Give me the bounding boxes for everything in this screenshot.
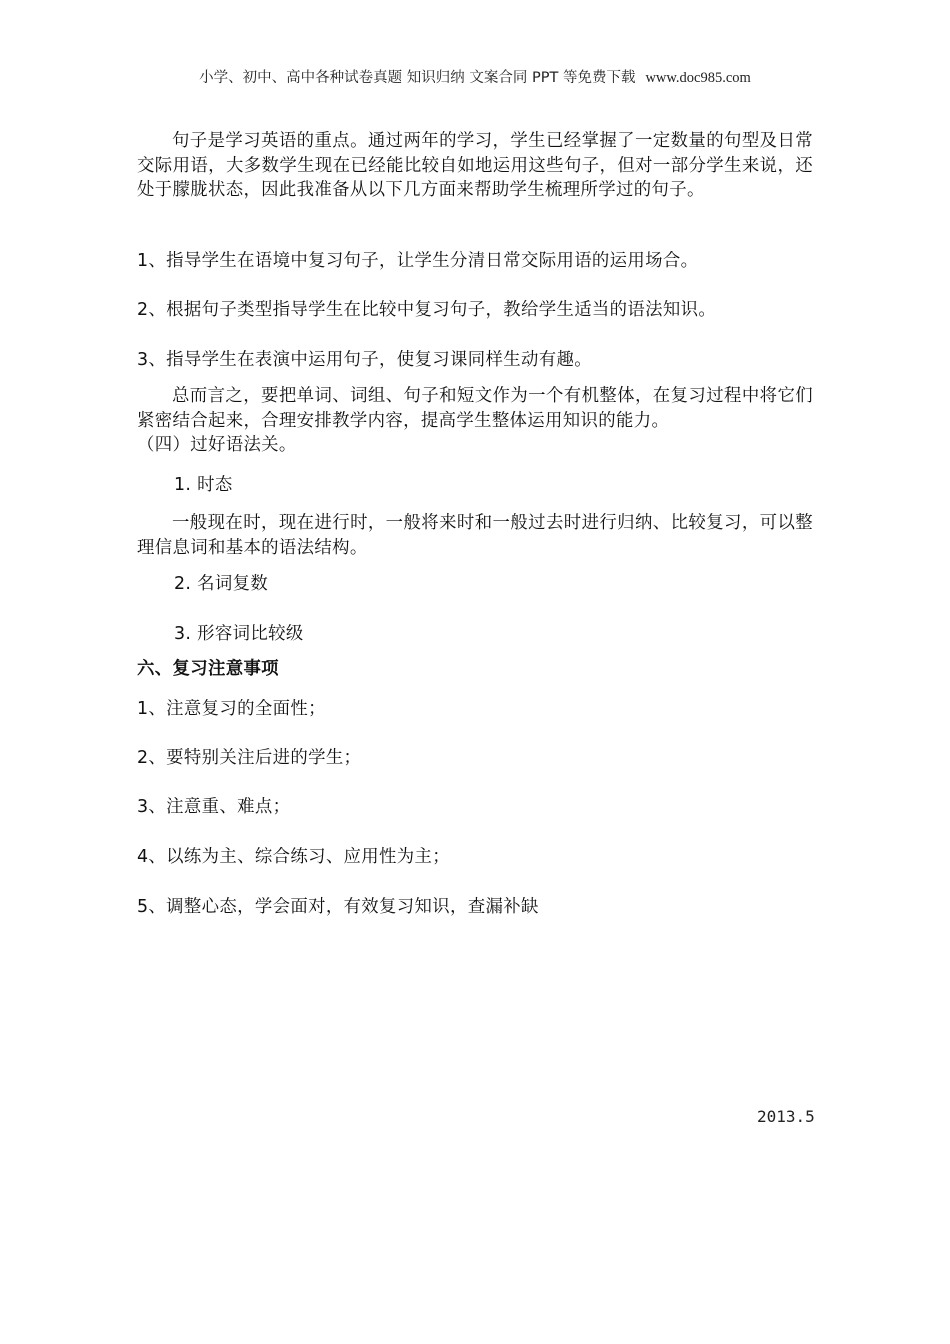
- grammar-item-comparative: 3. 形容词比较级: [174, 624, 304, 644]
- sentence-step-2: 2、根据句子类型指导学生在比较中复习句子，教给学生适当的语法知识。: [137, 300, 717, 320]
- header-text: 小学、初中、高中各种试卷真题 知识归纳 文案合同 PPT 等免费下载: [199, 70, 636, 86]
- grammar-item-tense: 1. 时态: [174, 475, 233, 495]
- grammar-heading: （四）过好语法关。: [137, 435, 297, 455]
- notes-heading: 六、复习注意事项: [137, 659, 279, 679]
- note-item-5: 5、调整心态，学会面对，有效复习知识，查漏补缺: [137, 897, 539, 917]
- summary-paragraph: 总而言之，要把单词、词组、句子和短文作为一个有机整体，在复习过程中将它们紧密结合起来，合理安排教学内容，提高学生整体运用知识的能力。: [137, 386, 813, 431]
- note-item-3: 3、注意重、难点；: [137, 797, 291, 817]
- sentence-step-3: 3、指导学生在表演中运用句子，使复习课同样生动有趣。: [137, 350, 592, 370]
- tense-paragraph: 一般现在时，现在进行时，一般将来时和一般过去时进行归纳、比较复习，可以整理信息词和基本的语法结构。: [137, 513, 813, 558]
- note-item-2: 2、要特别关注后进的学生；: [137, 748, 362, 768]
- document-date: 2013.5: [757, 1107, 815, 1126]
- sentence-step-1: 1、指导学生在语境中复习句子，让学生分清日常交际用语的运用场合。: [137, 251, 699, 271]
- header-site: www.doc985.com: [645, 70, 751, 86]
- note-item-4: 4、以练为主、综合练习、应用性为主；: [137, 847, 451, 867]
- grammar-item-plural: 2. 名词复数: [174, 574, 269, 594]
- intro-paragraph: 句子是学习英语的重点。通过两年的学习，学生已经掌握了一定数量的句型及日常交际用语，大多数学生现在已经能比较自如地运用这些句子，但对一部分学生来说，还处于朦胧状态，因此我准备从以下几方面来帮助学生梳理所学过的句子。: [137, 131, 813, 200]
- note-item-1: 1、注意复习的全面性；: [137, 699, 326, 719]
